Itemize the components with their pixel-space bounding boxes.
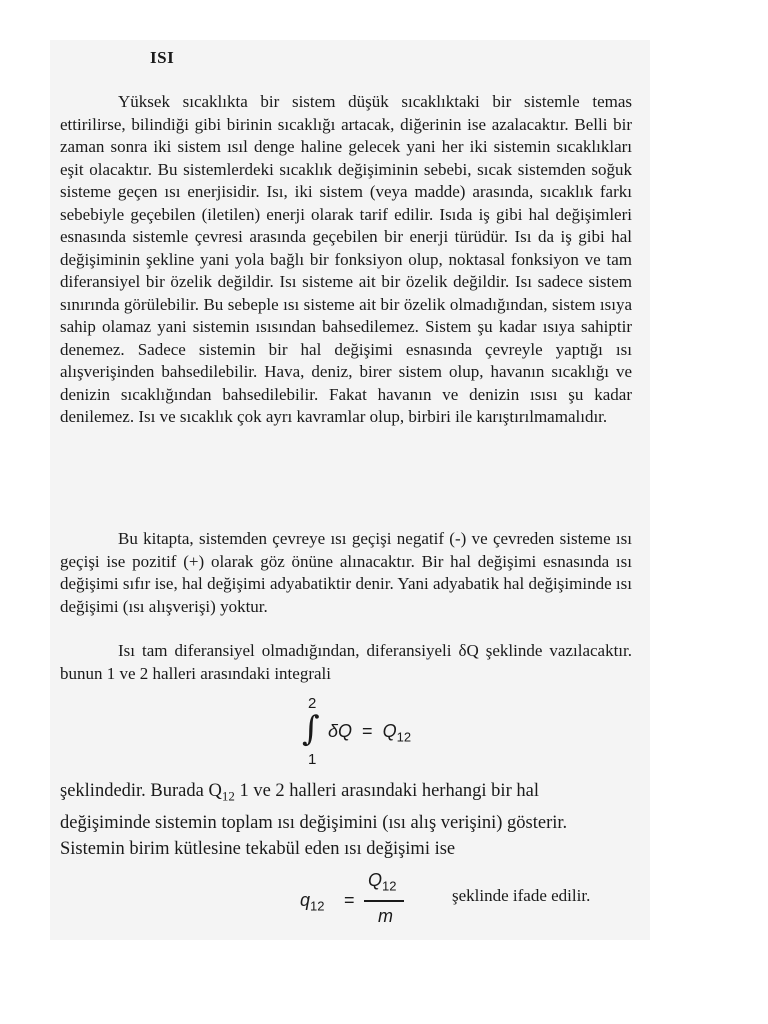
fraction-denominator: m — [378, 906, 393, 926]
paragraph-after-integral — [60, 778, 650, 862]
lhs-subscript: 12 — [310, 898, 325, 914]
integral-upper-limit: 2 — [308, 695, 317, 712]
numerator-symbol: Q — [368, 870, 383, 890]
integral-result-subscript: 12 — [396, 729, 412, 745]
numerator-subscript: 12 — [382, 878, 397, 894]
text-line — [60, 778, 650, 810]
fraction-numerator — [368, 870, 396, 894]
paragraph-text: Bu kitapta, sistemden çevreye ısı geçişi negatif (-) ve çevreden sisteme ısı geçişi ise pozitif (+) olarak göz önüne alınacaktır. Bir hal değişimi esnasında ısı değişimi sıfır ise, hal değişimi adyabatiktir denir. Yani adyabatik hal değişiminde ısı değişimi (ısı alışverişi) yoktur. — [60, 529, 632, 616]
fraction-bar — [364, 900, 404, 902]
integral-result: Q — [382, 721, 397, 741]
paragraph-integral-intro — [60, 640, 632, 685]
integral-sign: ∫ — [302, 709, 320, 749]
paragraph-sign-convention — [60, 528, 632, 618]
section-heading: ISI — [150, 48, 175, 67]
text-fragment: şeklindedir. Burada Q — [60, 781, 222, 801]
subscript: 12 — [221, 788, 235, 804]
integral-lower-limit: 1 — [308, 751, 317, 768]
lhs-symbol: q — [300, 890, 311, 910]
paragraph-heat-definition — [60, 91, 632, 429]
integrand: δQ — [328, 721, 353, 741]
paragraph-text: Yüksek sıcaklıkta bir sistem düşük sıcaklıktaki bir sistemle temas ettirilirse, bilindiği gibi birinin sıcaklığı artacak, diğerinin ise azalacaktır. Belli bir zaman sonra iki sistem ısıl denge haline gelecek yani her iki sistemin sıcaklıkları eşit olacaktır. Bu sistemlerdeki sıcaklık değişiminin sebebi, sıcak sistemden soğuk sisteme geçen ısı enerjisidir. Isı, iki sistem (veya madde) arasında, sıcaklık farkı sebebiyle geçebilen (iletilen) enerji olarak tarif edilir. Isıda iş gibi hal değişimleri esnasında sistemle çevresi arasında geçebilen bir enerji türüdür. Isı da iş gibi hal değişiminin şekline yani yola bağlı bir fonksiyon olup, noktasal fonksiyon ve tam diferansiyel bir özelik değildir. Isı sisteme ait bir özelik değildir. Isı sadece sistem sınırında görülebilir. Bu sebeple ısı sisteme ait bir özelik olmadığından, sistem ısıya sahip olamaz yani sistemin ısısından bahsedilemez. Sistem şu kadar ısıya sahiptir denemez. Sadece sistemin bir hal değişimi esnasında çevreyle yaptığı ısı alışverişinden bahsedilebilir. Hava, deniz, birer sistem olup, havanın sıcaklığı ve denizin sıcaklığından bahsedilebilir. Fakat havanın ve denizin ısısı şu kadar denilemez. Isı ve sıcaklık çok ayrı kavramlar olup, birbiri ile karıştırılmamalıdır. — [60, 92, 632, 426]
text-line: değişiminde sistemin toplam ısı değişimini (ısı alış verişini) gösterir. — [60, 812, 568, 833]
equals-sign: = — [362, 721, 373, 741]
equals-sign: = — [344, 890, 355, 910]
integral-equation — [300, 695, 440, 775]
equation-trailing-text: şeklinde ifade edilir. — [452, 886, 591, 905]
paragraph-text: Isı tam diferansiyel olmadığından, diferansiyeli δQ şeklinde vazılacaktır. bunun 1 ve 2 halleri arasındaki integrali — [60, 641, 632, 683]
specific-heat-equation — [300, 868, 660, 928]
text-line: Sistemin birim kütlesine tekabül eden ısı değişimi ise — [60, 838, 456, 859]
equation-lhs — [300, 890, 324, 914]
text-fragment: 1 ve 2 halleri arasındaki herhangi bir hal — [234, 781, 539, 801]
integral-expression — [328, 721, 411, 745]
